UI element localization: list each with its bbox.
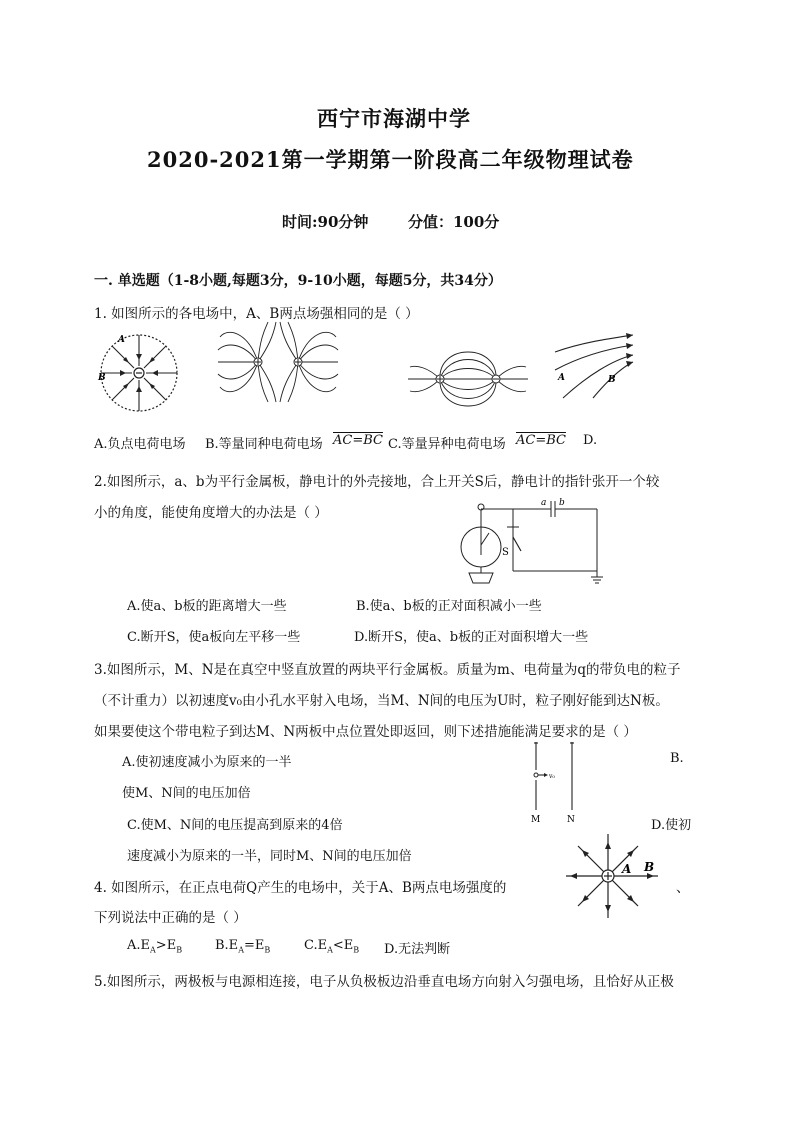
q5-stem-line1: 5.如图所示，两极板与电源相连接，电子从负极板边沿垂直电场方向射入匀强电场，且恰好从正极 (94, 974, 674, 990)
q1-option-c: C.等量异种电荷电场 (388, 437, 506, 452)
q3-stem-line3: 如果要使这个带电粒子到达M、N两板中点位置处即返回，则下述措施能满足要求的是（ ） (94, 724, 637, 740)
fig3-label-v0: v₀ (549, 773, 555, 780)
school-name: 西宁市海湖中学 (317, 106, 471, 131)
q2-option-b: B.使a、b板的正对面积减小一些 (356, 599, 542, 614)
q1-figure-like-charges (218, 322, 338, 402)
exam-title: 2020-2021第一学期第一阶段高二年级物理试卷 (147, 147, 634, 172)
q2-stem-line2: 小的角度，能使角度增大的办法是（ ） (94, 505, 328, 521)
q1-option-d: D. (583, 433, 598, 448)
q3-stem-line1: 3.如图所示，M、N是在真空中竖直放置的两块平行金属板。质量为m、电荷量为q的带负电的粒子 (94, 662, 681, 678)
q1-figure-unlike-charges (408, 343, 528, 415)
fig4-label-b: B (644, 860, 655, 874)
q3-option-b-head: B. (670, 751, 684, 766)
q3-option-d-tail: 速度减小为原来的一半，同时M、N间的电压加倍 (127, 849, 412, 864)
q1-option-c-eq: AC=BC (516, 433, 566, 448)
fig4-label-a: A (622, 862, 632, 876)
fig2-label-a: a (541, 498, 547, 508)
fig2-label-s: S (502, 547, 509, 558)
q1-stem: 1. 如图所示的各电场中，A、B两点场强相同的是（ ） (94, 306, 419, 322)
q4-option-b: $B.E_A=E_B$ (215, 938, 271, 955)
fig3-label-m: M (531, 815, 541, 825)
q4-stem-line1: 4. 如图所示，在正点电荷Q产生的电场中，关于A、B两点电场强度的 (94, 880, 507, 896)
fig1-label-b: B (98, 373, 106, 383)
q2-option-a: A.使a、b板的距离增大一些 (127, 599, 287, 614)
q1-option-a: A.负点电荷电场 (94, 437, 186, 452)
q2-option-d: D.断开S，使a、b板的正对面积增大一些 (354, 630, 589, 645)
q1-option-b: B.等量同种电荷电场 (205, 437, 323, 452)
q4-figure-positive-charge (564, 830, 660, 922)
q4-stem-line1-tail: 、 (676, 880, 690, 896)
q3-stem-line2: （不计重力）以初速度v₀由小孔水平射入电场，当M、N间的电压为U时，粒子刚好能到达N板。 (94, 693, 669, 709)
fig3-label-n: N (567, 815, 575, 825)
q3-figure-parallel-plates (526, 740, 586, 826)
q4-stem-line2: 下列说法中正确的是（ ） (94, 910, 247, 926)
section-title: 一. 单选题（1-8小题,每题3分，9-10小题，每题5分，共34分） (94, 273, 502, 289)
q4-option-c: $C.E_A<E_B$ (304, 938, 360, 955)
q2-option-c: C.断开S，使a板向左平移一些 (127, 630, 301, 645)
fig1-label-a: A (118, 335, 125, 345)
score-info: 分值：100分 (408, 213, 500, 231)
fig1d-label-b: B (608, 375, 616, 385)
q2-stem-line1: 2.如图所示，a、b为平行金属板，静电计的外壳接地，合上开关S后，静电计的指针张开一个较 (94, 474, 660, 490)
q1-figure-curved-field (553, 330, 635, 400)
fig2-label-b: b (559, 498, 565, 508)
time-info: 时间:90分钟 (282, 213, 369, 231)
q1-option-b-eq: AC=BC (333, 433, 383, 448)
q4-option-d: D.无法判断 (384, 942, 451, 957)
q3-option-b-tail: 使M、N间的电压加倍 (122, 786, 251, 801)
q3-option-c: C.使M、N间的电压提高到原来的4倍 (127, 818, 343, 833)
q3-option-d-head: D.使初 (651, 818, 692, 833)
q2-figure-electroscope-circuit (455, 497, 603, 589)
q3-option-a: A.使初速度减小为原来的一半 (122, 755, 292, 770)
fig1d-label-a: A (558, 373, 565, 383)
q4-option-a: $A.E_A>E_B$ (127, 938, 183, 955)
q1-figure-negative-charge (96, 330, 182, 416)
